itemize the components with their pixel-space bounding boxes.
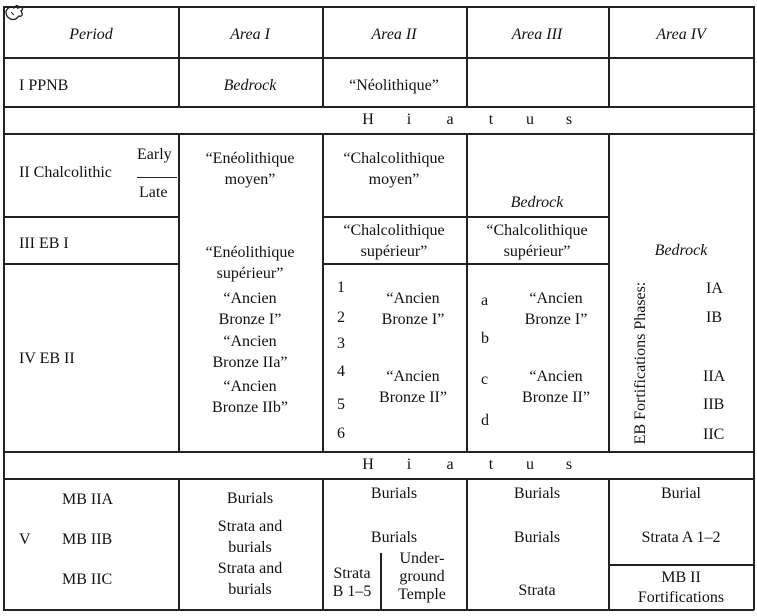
eb1-area-4: Bedrock [654,242,708,259]
fortification-phase: IIB [703,396,725,413]
stratum-number: 3 [337,335,345,352]
hiatus-letter: t [488,456,494,473]
eb1-area-2: “Chalcolithique supérieur” [343,222,445,260]
stratum-number: 2 [337,309,345,326]
eb2-area-1-ab2b: “Ancien Bronze IIb” [212,378,288,416]
stratum-number: 6 [337,425,345,442]
fortification-phase: IA [706,280,723,297]
period-eb2: IV EB II [19,350,75,367]
fortification-phase: IB [706,309,722,326]
header-area-1: Area I [230,26,270,43]
hiatus-letter: s [565,456,573,473]
period-mb2b: MB IIB [62,531,113,548]
stratum-number: 4 [337,363,345,380]
chalco-area-3: Bedrock [510,194,564,211]
hiatus-letter: a [446,111,454,128]
chalco-area-2: “Chalcolithique moyen” [343,150,445,188]
eb2-area-3-ab2: “Ancien Bronze II” [522,368,590,406]
header-period: Period [69,26,113,43]
mb-area-3-a: Burials [513,485,561,502]
period-mb2c: MB IIC [62,571,113,588]
hiatus-letter: H [362,111,374,128]
ppnb-area-1: Bedrock [223,77,277,94]
hiatus-letter: u [526,111,534,128]
mb-area-1-a: Burials [226,490,274,507]
period-mb2a: MB IIA [62,491,114,508]
mb-area-2-temple: Under- ground Temple [398,550,446,603]
phase-letter: b [481,330,489,347]
eb2-area-3-ab1: “Ancien Bronze I” [524,290,588,328]
hiatus-letter: a [446,456,454,473]
period-early: Early [137,146,172,163]
eb2-area-1-ab1: “Ancien Bronze I” [218,290,282,328]
hiatus-letter: i [406,111,412,128]
fortification-phase: IIC [703,426,725,443]
header-area-4: Area IV [656,26,706,43]
header-area-2: Area II [371,26,417,43]
chalco-area-1: “Enéolithique moyen” [205,150,295,188]
hiatus-letter: u [526,456,534,473]
mb-area-2-a: Burials [370,485,418,502]
period-late: Late [139,184,168,201]
stratum-number: 5 [337,396,345,413]
eb1-area-1: “Enéolithique supérieur” [205,244,295,282]
eb2-area-2-ab1: “Ancien Bronze I” [381,290,445,328]
eb-fortifications-label: EB Fortifications Phases: [632,281,649,445]
period-eb1: III EB I [19,235,69,252]
mb-area-2-strata: Strata B 1–5 [332,565,372,600]
hiatus-letter: H [362,456,374,473]
period-v: V [19,531,31,548]
eb1-area-3: “Chalcolithique supérieur” [486,222,588,260]
mb-area-4-c: MB II Fortifications [637,569,725,606]
stratum-number: 1 [337,279,345,296]
mb-area-3-c: Strata [518,582,556,599]
fortification-phase: IIA [703,368,726,385]
mb-area-4-a: Burial [661,485,701,502]
mb-area-4-b: Strata A 1–2 [641,529,721,546]
mb-area-2-b: Burials [370,529,418,546]
eb2-area-2-ab2: “Ancien Bronze II” [379,368,447,406]
period-ppnb: I PPNB [19,77,69,94]
phase-letter: c [481,371,489,388]
ppnb-area-2: “Néolithique” [349,77,439,94]
phase-letter: d [481,412,489,429]
hiatus-letter: t [488,111,494,128]
hiatus-letter: s [565,111,573,128]
hiatus-letter: i [406,456,412,473]
header-area-3: Area III [511,26,563,43]
phase-letter: a [481,292,489,309]
mb-area-3-b: Burials [513,529,561,546]
mb-area-1-c: Strata and burials [217,560,283,598]
eb2-area-1-ab2a: “Ancien Bronze IIa” [212,333,288,371]
mb-area-1-b: Strata and burials [217,518,283,556]
period-chalcolithic: II Chalcolithic [19,164,112,181]
